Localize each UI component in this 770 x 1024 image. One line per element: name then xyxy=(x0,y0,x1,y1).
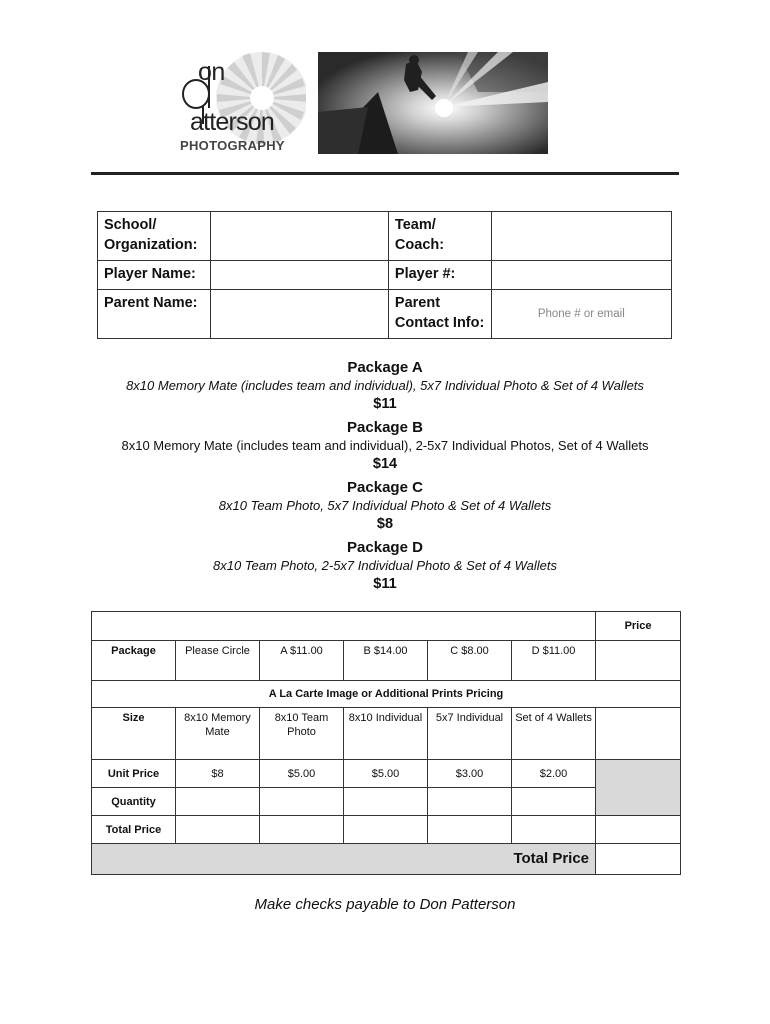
parent-contact-label: Parent Contact Info: xyxy=(388,290,491,339)
payment-note: Make checks payable to Don Patterson xyxy=(254,896,516,913)
hero-photo xyxy=(318,52,548,154)
player-name-label: Player Name: xyxy=(98,261,211,290)
line-total-field[interactable] xyxy=(512,816,596,844)
line-total-field[interactable] xyxy=(260,816,344,844)
quantity-field[interactable] xyxy=(512,788,596,816)
package-price: $11 xyxy=(373,396,397,412)
logo-text-photography: PHOTOGRAPHY xyxy=(180,138,285,153)
school-field[interactable] xyxy=(210,212,388,261)
line-total-price-field[interactable] xyxy=(596,816,681,844)
parent-name-label: Parent Name: xyxy=(98,290,211,339)
company-logo xyxy=(178,46,308,158)
header-divider xyxy=(91,172,679,175)
player-info-form xyxy=(97,211,672,339)
package-description: 8x10 Team Photo, 2-5x7 Individual Photo & Set of 4 Wallets xyxy=(213,558,557,573)
size-cell: 8x10 Team Photo xyxy=(260,708,344,760)
parent-name-field[interactable] xyxy=(210,290,388,339)
line-total-field[interactable] xyxy=(344,816,428,844)
size-cell: 8x10 Memory Mate xyxy=(176,708,260,760)
package-option-c[interactable]: C $8.00 xyxy=(428,641,512,681)
unit-price-cell: $3.00 xyxy=(428,760,512,788)
unit-price-cell: $8 xyxy=(176,760,260,788)
package-description: 8x10 Memory Mate (includes team and individual), 2-5x7 Individual Photos, Set of 4 Wallets xyxy=(121,438,649,453)
team-label: Team/ Coach: xyxy=(388,212,491,261)
size-cell: 8x10 Individual xyxy=(344,708,428,760)
package-list xyxy=(70,358,700,598)
package-price: $11 xyxy=(373,576,397,592)
package-description: 8x10 Memory Mate (includes team and individual), 5x7 Individual Photo & Set of 4 Wallets xyxy=(126,378,644,393)
shaded-cell xyxy=(596,760,681,816)
package-description: 8x10 Team Photo, 5x7 Individual Photo & Set of 4 Wallets xyxy=(218,498,552,513)
package-option-a[interactable]: A $11.00 xyxy=(260,641,344,681)
package-title: Package B xyxy=(347,419,423,436)
package-title: Package A xyxy=(347,359,423,376)
unit-price-cell: $5.00 xyxy=(344,760,428,788)
package-c xyxy=(70,478,700,534)
order-header-blank xyxy=(92,612,596,641)
package-title: Package D xyxy=(347,539,423,556)
school-label: School/ Organization: xyxy=(98,212,211,261)
quantity-row-label: Quantity xyxy=(92,788,176,816)
quantity-field[interactable] xyxy=(428,788,512,816)
logo-text-don: on xyxy=(198,58,225,86)
unit-price-row-label: Unit Price xyxy=(92,760,176,788)
line-total-field[interactable] xyxy=(428,816,512,844)
size-cell: Set of 4 Wallets xyxy=(512,708,596,760)
package-row-label: Package xyxy=(92,641,176,681)
package-title: Package C xyxy=(347,479,423,496)
quantity-field[interactable] xyxy=(176,788,260,816)
grand-total-field[interactable] xyxy=(596,844,681,875)
line-total-field[interactable] xyxy=(176,816,260,844)
package-a xyxy=(70,358,700,414)
package-option-circle-note: Please Circle xyxy=(176,641,260,681)
package-option-b[interactable]: B $14.00 xyxy=(344,641,428,681)
player-number-label: Player #: xyxy=(388,261,491,290)
quantity-field[interactable] xyxy=(260,788,344,816)
price-column-header: Price xyxy=(596,612,681,641)
unit-price-cell: $5.00 xyxy=(260,760,344,788)
order-table xyxy=(91,611,681,875)
size-cell: 5x7 Individual xyxy=(428,708,512,760)
package-option-d[interactable]: D $11.00 xyxy=(512,641,596,681)
unit-price-cell: $2.00 xyxy=(512,760,596,788)
team-field[interactable] xyxy=(491,212,671,261)
player-name-field[interactable] xyxy=(210,261,388,290)
package-price: $14 xyxy=(372,456,398,472)
quantity-field[interactable] xyxy=(344,788,428,816)
alacarte-price-field[interactable] xyxy=(596,708,681,760)
size-row-label: Size xyxy=(92,708,176,760)
package-price-field[interactable] xyxy=(596,641,681,681)
player-number-field[interactable] xyxy=(491,261,671,290)
alacarte-header: A La Carte Image or Additional Prints Pricing xyxy=(92,681,681,708)
total-price-row-label: Total Price xyxy=(92,816,176,844)
grand-total-label: Total Price xyxy=(92,844,596,875)
logo-text-patterson: atterson xyxy=(190,108,274,136)
package-price: $8 xyxy=(376,516,394,532)
package-d xyxy=(70,538,700,594)
package-b xyxy=(70,418,700,474)
parent-contact-field[interactable]: Phone # or email xyxy=(491,290,671,339)
